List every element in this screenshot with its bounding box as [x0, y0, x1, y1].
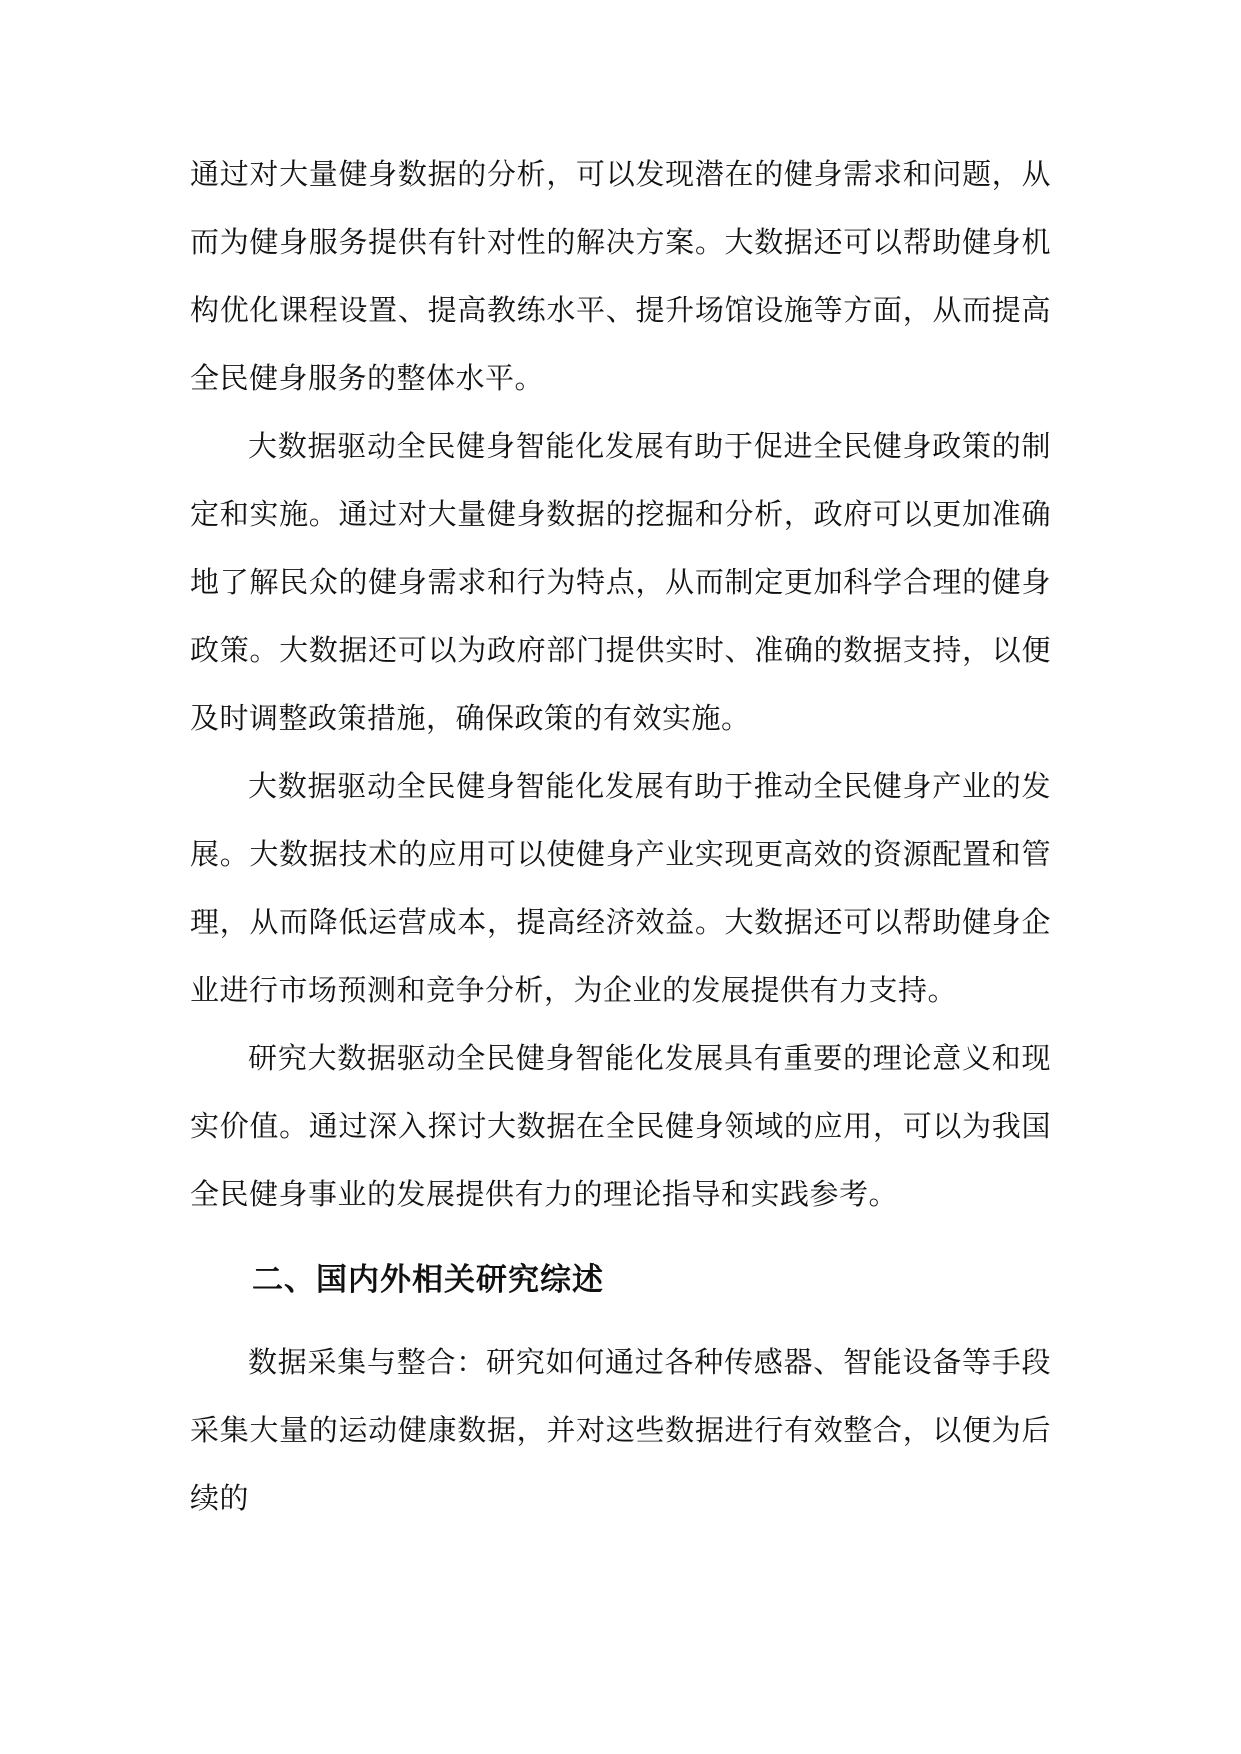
document-page	[190, 140, 1051, 1532]
paragraph-data-collection: 数据采集与整合：研究如何通过各种传感器、智能设备等手段采集大量的运动健康数据，并对这些数据进行有效整合，以便为后续的	[190, 1345, 1051, 1515]
paragraph-policy: 大数据驱动全民健身智能化发展有助于促进全民健身政策的制定和实施。通过对大量健身数据的挖掘和分析，政府可以更加准确地了解民众的健身需求和行为特点，从而制定更加科学合理的健身政策。大数据还可以为政府部门提供实时、准确的数据支持，以便及时调整政策措施，确保政策的有效实施。	[190, 429, 1051, 735]
paragraph-industry: 大数据驱动全民健身智能化发展有助于推动全民健身产业的发展。大数据技术的应用可以使健身产业实现更高效的资源配置和管理，从而降低运营成本，提高经济效益。大数据还可以帮助健身企业进行市场预测和竞争分析，为企业的发展提供有力支持。	[190, 769, 1051, 1007]
paragraph-continuation: 通过对大量健身数据的分析，可以发现潜在的健身需求和问题，从而为健身服务提供有针对性的解决方案。大数据还可以帮助健身机构优化课程设置、提高教练水平、提升场馆设施等方面，从而提高全民健身服务的整体水平。	[190, 157, 1051, 395]
paragraph-significance: 研究大数据驱动全民健身智能化发展具有重要的理论意义和现实价值。通过深入探讨大数据在全民健身领域的应用，可以为我国全民健身事业的发展提供有力的理论指导和实践参考。	[190, 1041, 1051, 1211]
section-heading: 二、国内外相关研究综述	[252, 1262, 604, 1298]
